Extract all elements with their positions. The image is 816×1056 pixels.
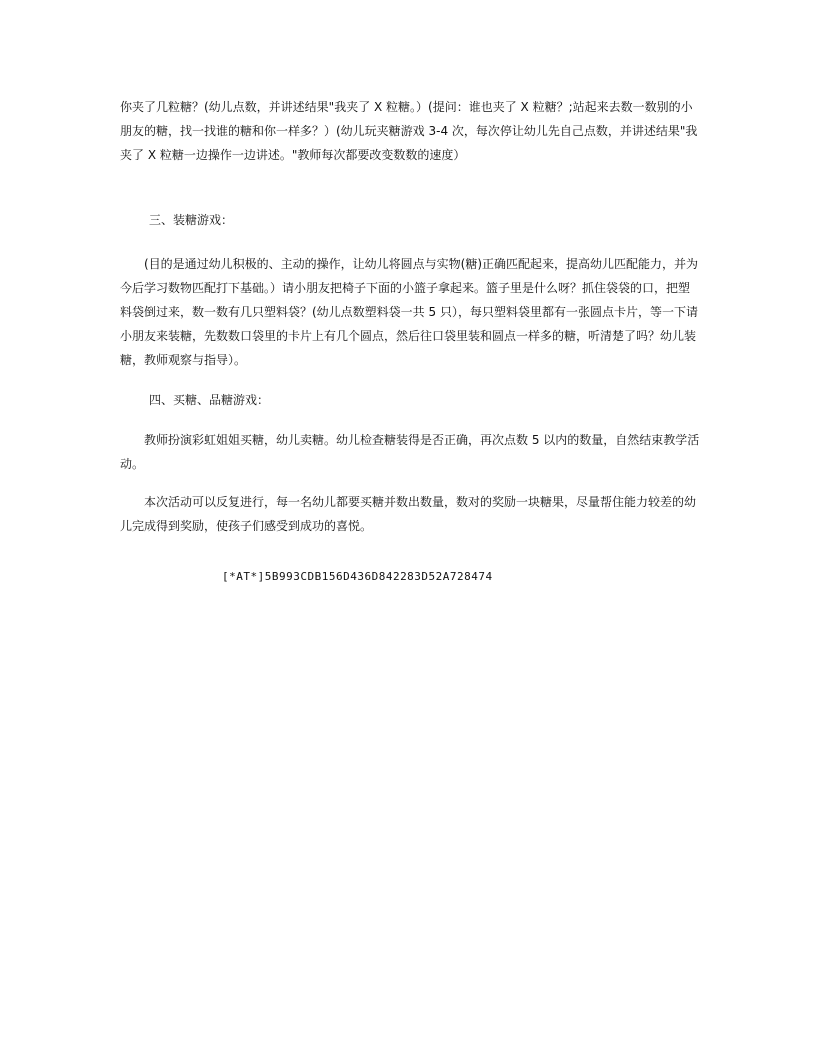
heading-section-four: 四、买糖、品糖游戏：: [149, 393, 270, 407]
paragraph-buy-candy: 教师扮演彩虹姐姐买糖，幼儿卖糖。幼儿检查糖装得是否正确，再次点数 5 以内的数量，自然结束教学活动。: [120, 433, 700, 471]
document-id-code: [*AT*]5B993CDB156D436D842283D52A728474: [222, 570, 493, 583]
paragraph-candy-picking: 你夹了几粒糖？(幼儿点数，并讲述结果"我夹了 X 粒糖。）(提问：谁也夹了 X 粒糖？;站起来去数一数别的小朋友的糖，找一找谁的糖和你一样多？）(幼儿玩夹糖游戏 3-4 次，每次停让幼儿先自己点数，并讲述结果"我夹了 X 粒糖一边操作一边讲述。"教师每次都要改变数数的速度）: [120, 100, 698, 162]
paragraph-candy-bagging: (目的是通过幼儿积极的、主动的操作，让幼儿将圆点与实物(糖)正确匹配起来，提高幼儿匹配能力，并为今后学习数物匹配打下基础。）请小朋友把椅子下面的小篮子拿起来。篮子里是什么呀？抓住袋袋的口，把塑料袋倒过来，数一数有几只塑料袋？(幼儿点数塑料袋一共 5 只），每只塑料袋里都有一张圆点卡片，等一下请小朋友来装糖，先数数口袋里的卡片上有几个圆点，然后往口袋里装和圆点一样多的糖，听清楚了吗？幼儿装糖，教师观察与指导）。: [120, 257, 699, 367]
heading-section-three: 三、装糖游戏：: [149, 213, 234, 227]
paragraph-repeat-activity: 本次活动可以反复进行，每一名幼儿都要买糖并数出数量，数对的奖励一块糖果，尽量帮住能力较差的幼儿完成得到奖励，使孩子们感受到成功的喜悦。: [120, 495, 697, 533]
